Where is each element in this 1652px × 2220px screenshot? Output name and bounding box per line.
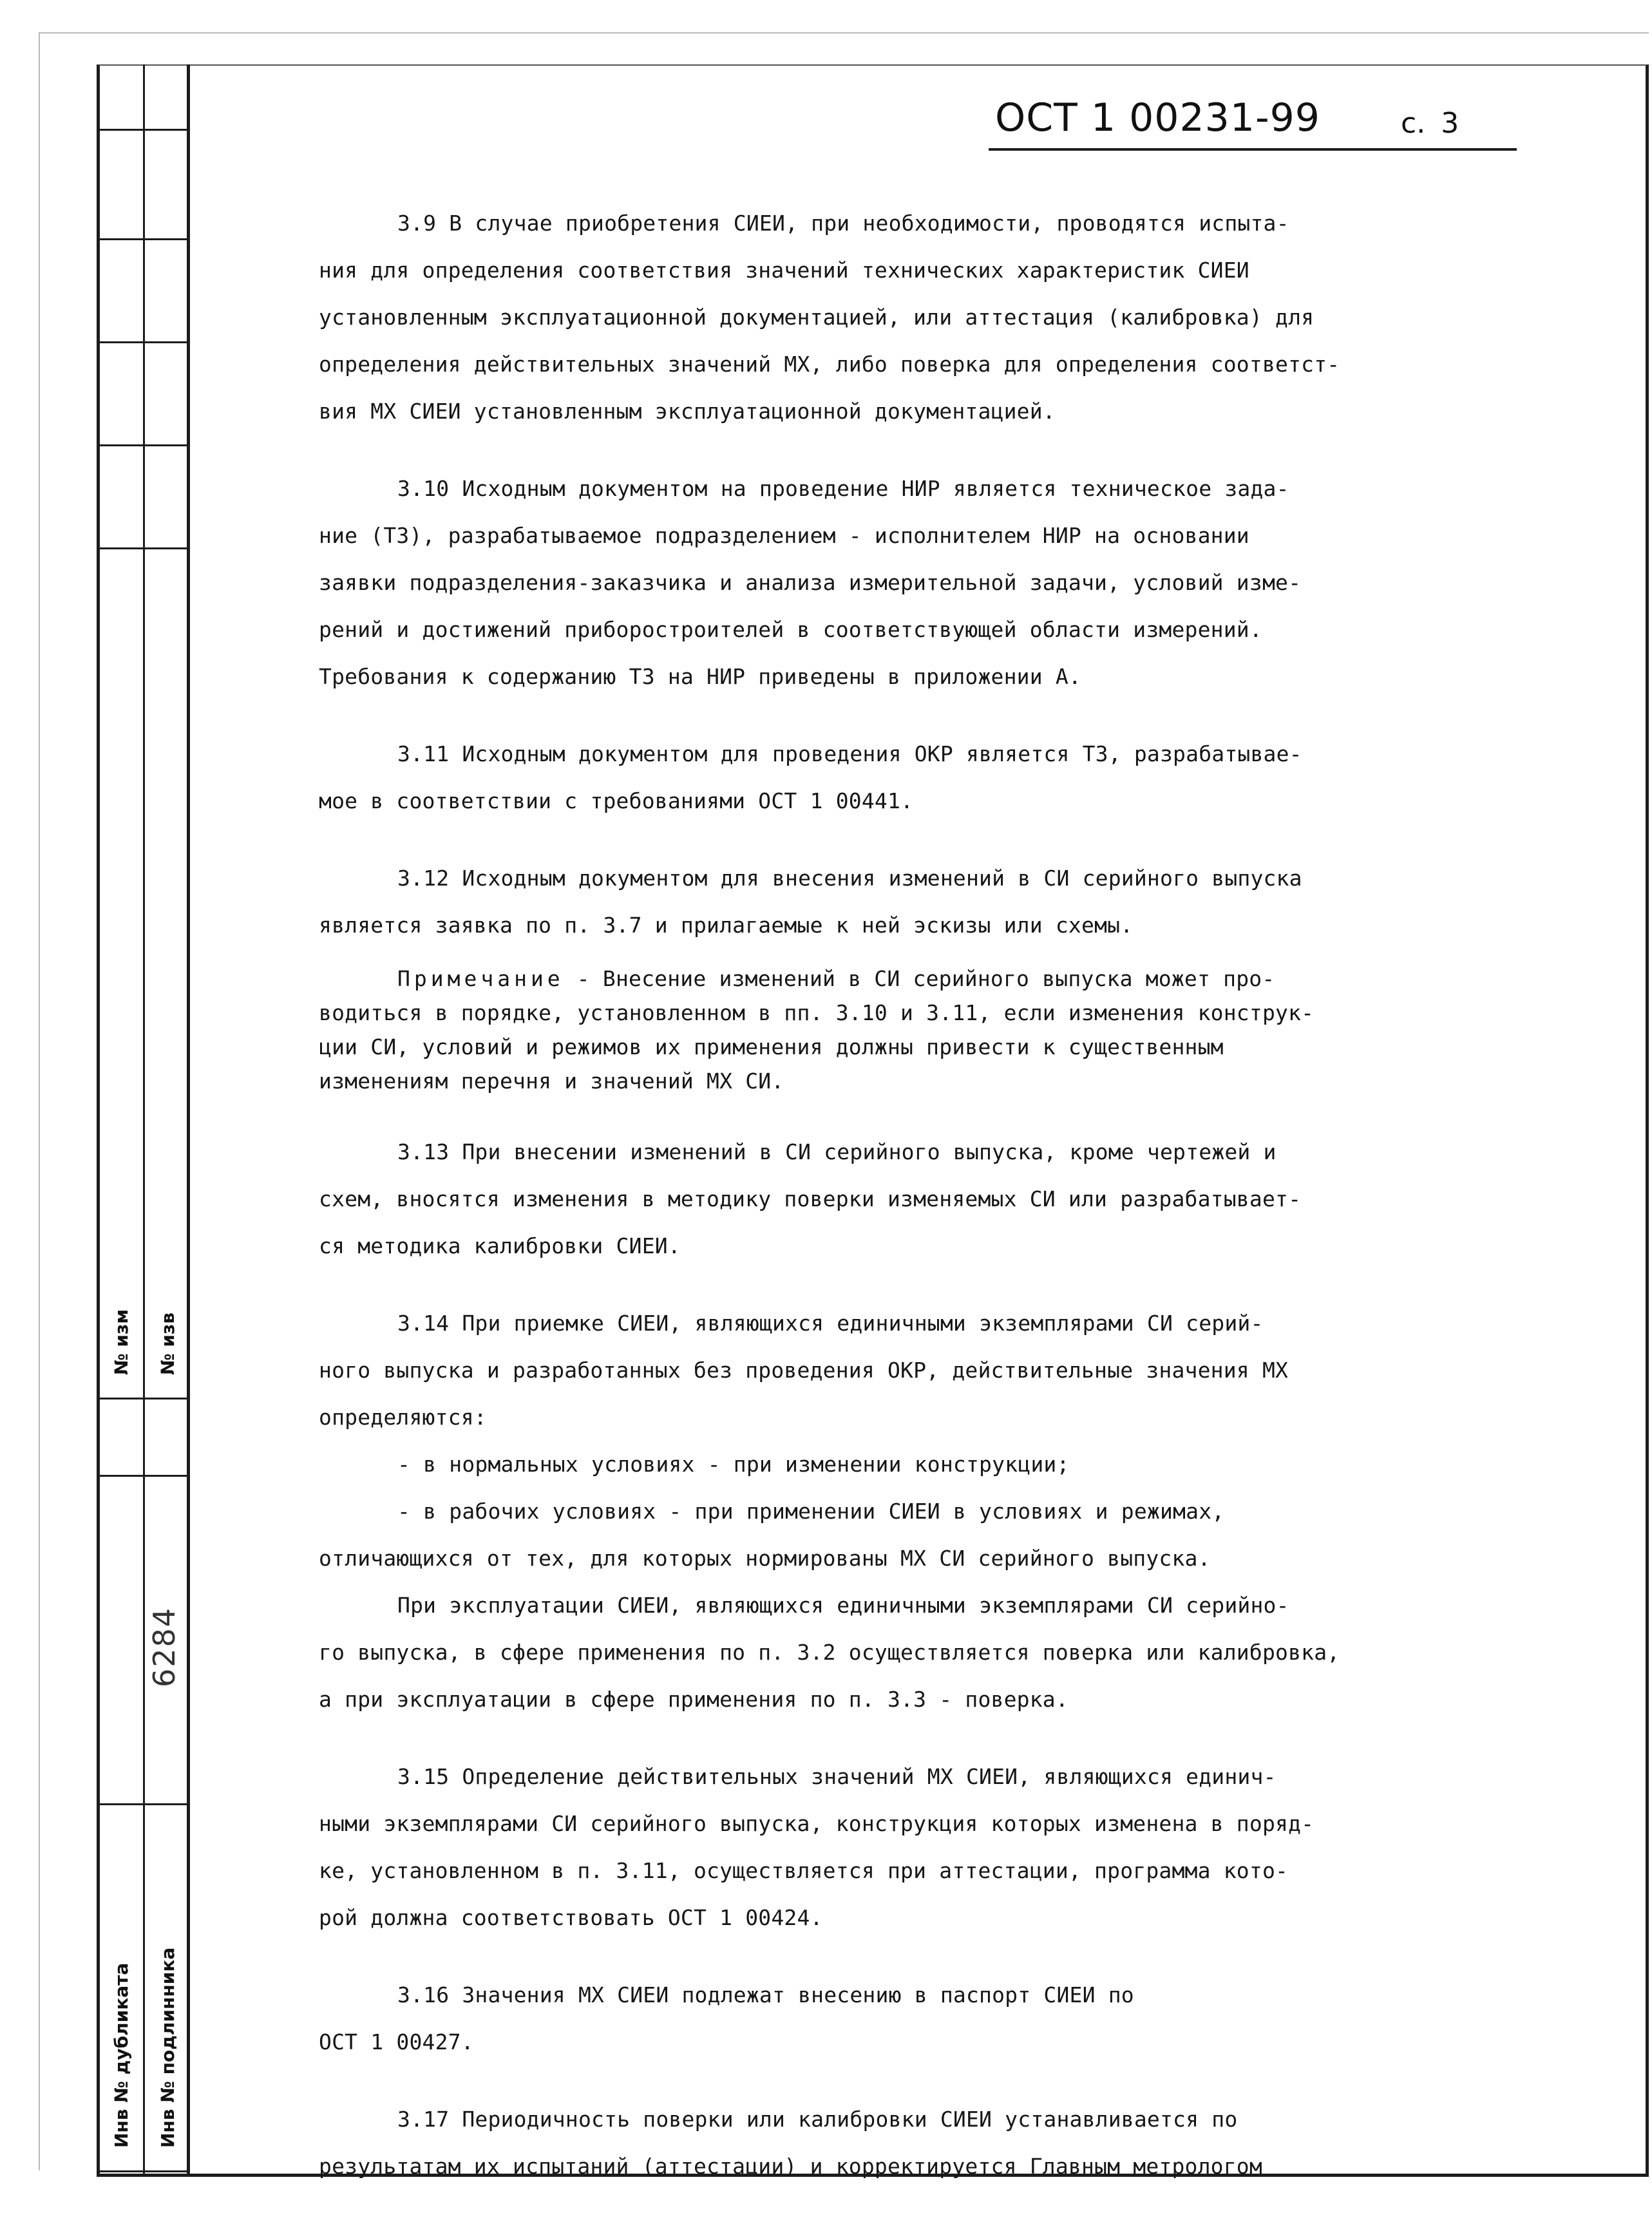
note-line: водиться в порядке, установленном в пп. 3.10 и 3.11, если изменения конструк- [319, 1000, 1315, 1025]
clause-3-9 [319, 200, 1465, 435]
text-line: 3.11 Исходным документом для проведения ОКР является ТЗ, разрабатывае- [397, 741, 1302, 766]
text-line: рений и достижений приборостроителей в соответствующей области измерений. [319, 617, 1262, 642]
note-first-line [319, 962, 1465, 996]
clause-3-12 [319, 855, 1465, 949]
scan-edge-line [39, 32, 1649, 33]
side-strip-divider [143, 64, 145, 2177]
text-line: мое в соответствии с требованиями ОСТ 1 00441. [319, 788, 914, 813]
text-line: 3.16 Значения МХ СИЕИ подлежат внесению в паспорт СИЕИ по [397, 1982, 1134, 2007]
text-line: установленным эксплуатационной документацией, или аттестация (калибровка) для [319, 305, 1315, 330]
text-line: 3.12 Исходным документом для внесения изменений в СИ серийного выпуска [397, 866, 1302, 891]
clause-3-14 [319, 1300, 1465, 1582]
document-code: ОСТ 1 00231-99 [995, 95, 1320, 140]
label-izv-number: № изв [157, 1312, 178, 1375]
strip-rule [97, 1398, 187, 1399]
note-line: изменениям перечня и значений МХ СИ. [319, 1068, 784, 1094]
strip-rule [97, 1803, 187, 1805]
text-line: определяются: [319, 1405, 487, 1430]
strip-rule [97, 1475, 187, 1477]
page-number: 3 [1441, 107, 1459, 140]
text-line: рой должна соответствовать ОСТ 1 00424. [319, 1905, 823, 1930]
inventory-number: 6284 [147, 1606, 182, 1687]
text-line: го выпуска, в сфере применения по п. 3.2 осуществляется поверка или калибровка, [319, 1640, 1340, 1665]
text-line: 3.15 Определение действительных значений МХ СИЕИ, являющихся единич- [397, 1764, 1277, 1789]
text-line: 3.9 В случае приобретения СИЕИ, при необходимости, проводятся испыта- [397, 211, 1289, 236]
text-line: является заявка по п. 3.7 и прилагаемые к ней эскизы или схемы. [319, 913, 1134, 938]
clause-3-14-operation [319, 1582, 1465, 1723]
page-header [989, 90, 1517, 151]
label-inv-original: Инв № подлинника [157, 1947, 178, 2148]
text-line: ся методика калибровки СИЕИ. [319, 1233, 681, 1258]
text-line: результатам их испытаний (аттестации) и корректируется Главным метрологом [319, 2154, 1262, 2179]
text-line: 3.10 Исходным документом на проведение НИР является техническое зада- [397, 476, 1289, 501]
text-line: определения действительных значений МХ, либо поверка для определения соответст- [319, 352, 1340, 377]
scan-edge-line-left [39, 32, 40, 2170]
text-line: ния для определения соответствия значений технических характеристик СИЕИ [319, 258, 1249, 283]
clause-3-16 [319, 1971, 1465, 2065]
document-body [319, 200, 1465, 2220]
text-line: При эксплуатации СИЕИ, являющихся единичными экземплярами СИ серийно- [397, 1593, 1289, 1618]
list-item: - в нормальных условиях - при изменении конструкции; [397, 1452, 1070, 1477]
strip-rule [97, 341, 187, 343]
text-line: ОСТ 1 00427. [319, 2029, 474, 2054]
note-line: ции СИ, условий и режимов их применения должны привести к существенным [319, 1034, 1224, 1059]
text-line: 3.13 При внесении изменений в СИ серийного выпуска, кроме чертежей и [397, 1139, 1277, 1164]
text-line: отличающихся от тех, для которых нормированы МХ СИ серийного выпуска. [319, 1546, 1211, 1571]
strip-rule [97, 2170, 187, 2172]
text-line: ние (ТЗ), разрабатываемое подразделением - исполнителем НИР на основании [319, 523, 1249, 548]
note-first-line-text: - Внесение изменений в СИ серийного выпуска может про- [564, 966, 1275, 991]
text-line: ного выпуска и разработанных без проведения ОКР, действительные значения МХ [319, 1358, 1289, 1383]
strip-rule [97, 129, 187, 131]
page-prefix: с. [1401, 107, 1426, 140]
text-line: Требования к содержанию ТЗ на НИР приведены в приложении А. [319, 664, 1081, 689]
text-line: 3.14 При приемке СИЕИ, являющихся единичными экземплярами СИ серий- [397, 1311, 1264, 1336]
strip-rule [97, 238, 187, 240]
label-inv-duplicate: Инв № дубликата [111, 1962, 132, 2148]
note-label: Примечание [397, 966, 564, 991]
clause-3-10 [319, 465, 1465, 700]
text-line: ке, установленном в п. 3.11, осуществляется при аттестации, программа кото- [319, 1858, 1289, 1883]
clause-3-13 [319, 1128, 1465, 1269]
text-line: схем, вносятся изменения в методику поверки изменяемых СИ или разрабатывает- [319, 1186, 1302, 1211]
strip-rule [97, 444, 187, 446]
label-izm-number: № изм [111, 1309, 132, 1375]
text-line: 3.17 Периодичность поверки или калибровки СИЕИ устанавливается по [397, 2107, 1238, 2132]
text-line: а при эксплуатации в сфере применения по п. 3.3 - поверка. [319, 1687, 1068, 1712]
clause-3-17 [319, 2096, 1465, 2190]
strip-rule [97, 547, 187, 549]
text-line: заявки подразделения-заказчика и анализа измерительной задачи, условий изме- [319, 570, 1302, 595]
text-line: вия МХ СИЕИ установленным эксплуатационной документацией. [319, 399, 1056, 424]
note-block [319, 962, 1465, 1098]
page-indicator [1401, 107, 1459, 140]
list-item: - в рабочих условиях - при применении СИЕИ в условиях и режимах, [397, 1499, 1225, 1524]
clause-3-11 [319, 730, 1465, 824]
text-line: ными экземплярами СИ серийного выпуска, конструкция которых изменена в поряд- [319, 1811, 1315, 1836]
clause-3-15 [319, 1753, 1465, 1941]
